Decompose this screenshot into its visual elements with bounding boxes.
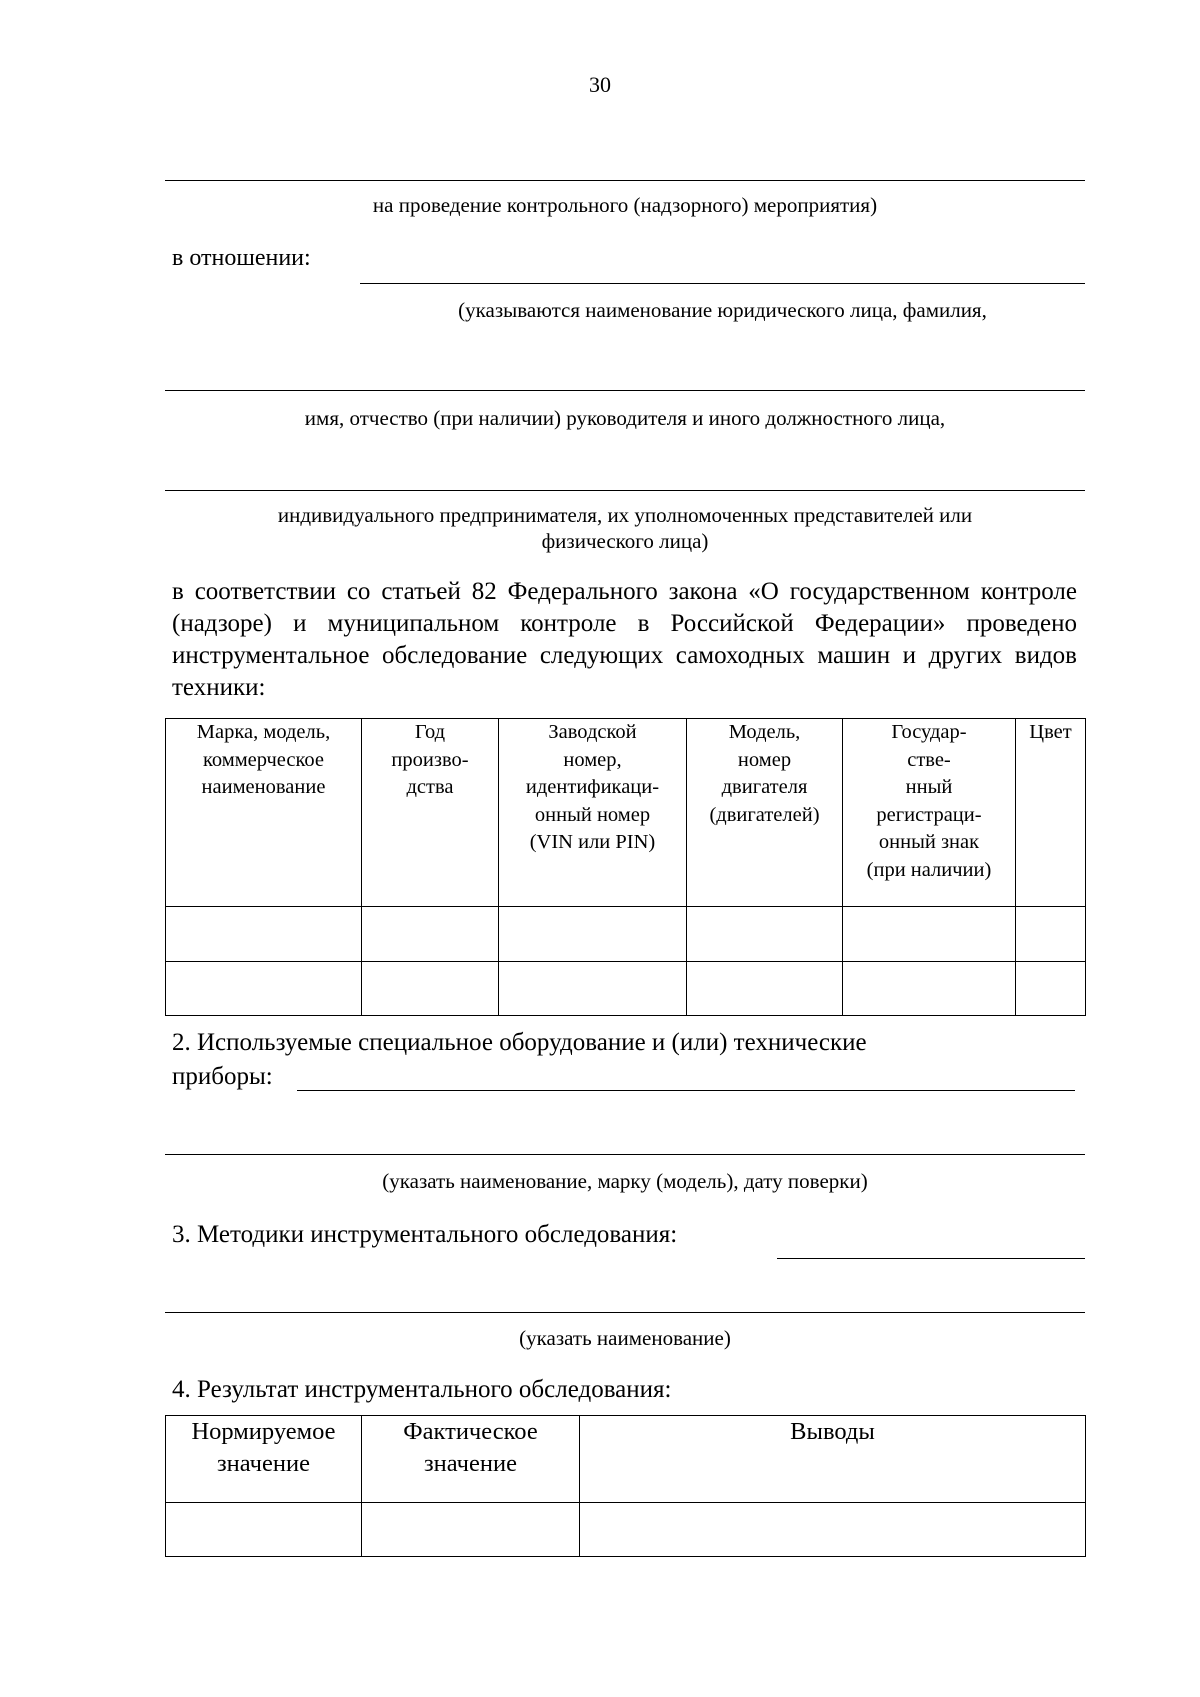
table-row bbox=[166, 907, 1086, 962]
section2-line1: 2. Используемые специальное оборудование и (или) технические bbox=[172, 1029, 867, 1056]
header-line: (при наличии) bbox=[866, 858, 992, 881]
header-line: Нормируемое bbox=[191, 1418, 336, 1445]
header-brand-model bbox=[166, 719, 362, 907]
table-cell[interactable] bbox=[166, 907, 362, 962]
header-registration-sign bbox=[843, 719, 1016, 907]
page-number: 30 bbox=[589, 72, 611, 97]
intro-paragraph: в соответствии со статьей 82 Федерального закона «О государственном контроле (надзоре) и муниципальном контроле в Российской Федерации» проведено инструментальное обследование следующих самоходных машин и других видов техники: bbox=[172, 578, 1077, 701]
blank-line bbox=[165, 490, 1085, 491]
header-line: дства bbox=[406, 776, 454, 798]
header-line: наименование bbox=[201, 776, 326, 798]
blank-line bbox=[360, 283, 1085, 284]
table-cell[interactable] bbox=[843, 907, 1016, 962]
results-table-header-row bbox=[166, 1416, 1086, 1503]
header-line: значение bbox=[424, 1450, 517, 1477]
section2-line2: приборы: bbox=[172, 1063, 273, 1090]
blank-line bbox=[165, 390, 1085, 391]
header-line: коммерческое bbox=[202, 748, 325, 771]
table-row bbox=[166, 962, 1086, 1016]
header-line: Заводской bbox=[548, 721, 637, 743]
header-actual-value bbox=[362, 1416, 580, 1503]
header-line: Фактическое bbox=[403, 1418, 538, 1445]
equipment-input-line[interactable] bbox=[297, 1090, 1075, 1091]
header-normative-value bbox=[166, 1416, 362, 1503]
table-cell[interactable] bbox=[843, 962, 1016, 1016]
header-line: нный bbox=[905, 776, 953, 798]
header-line: Цвет bbox=[1029, 721, 1072, 743]
table-cell[interactable] bbox=[166, 1503, 362, 1557]
header-line: Выводы bbox=[790, 1418, 875, 1445]
section3-label: 3. Методики инструментального обследования: bbox=[172, 1221, 678, 1248]
header-line: онный знак bbox=[878, 831, 980, 853]
header-line: онный номер bbox=[534, 803, 651, 826]
table-cell[interactable] bbox=[362, 1503, 580, 1557]
table-cell[interactable] bbox=[1016, 962, 1086, 1016]
table-cell[interactable] bbox=[499, 962, 687, 1016]
header-line: Государ- bbox=[891, 721, 967, 743]
table-cell[interactable] bbox=[166, 962, 362, 1016]
header-line: Марка, модель, bbox=[196, 721, 331, 743]
header-line: Год bbox=[414, 721, 446, 743]
caption-methods: (указать наименование) bbox=[519, 1326, 731, 1350]
methods-input-line[interactable] bbox=[777, 1258, 1085, 1259]
header-conclusions bbox=[580, 1416, 1086, 1503]
caption-entrepreneur-line2: физического лица) bbox=[541, 529, 709, 553]
in-relation-label: в отношении: bbox=[172, 245, 311, 271]
table-row bbox=[166, 1503, 1086, 1557]
caption-entrepreneur-line1: индивидуального предпринимателя, их уполномоченных представителей или bbox=[277, 503, 973, 527]
table-cell[interactable] bbox=[499, 907, 687, 962]
table-cell[interactable] bbox=[687, 962, 843, 1016]
header-line: Модель, bbox=[728, 721, 801, 743]
blank-line bbox=[165, 1154, 1085, 1155]
header-line: номер, bbox=[563, 748, 622, 771]
header-serial-number bbox=[499, 719, 687, 907]
table-cell[interactable] bbox=[362, 962, 499, 1016]
caption-entrepreneur bbox=[165, 502, 1085, 554]
caption-inspection: на проведение контрольного (надзорного) мероприятия) bbox=[372, 193, 878, 217]
header-color bbox=[1016, 719, 1086, 907]
vehicles-table-header-row bbox=[166, 719, 1086, 907]
table-cell[interactable] bbox=[362, 907, 499, 962]
blank-line bbox=[165, 1312, 1085, 1313]
header-line: регистраци- bbox=[876, 803, 982, 826]
header-line: идентификаци- bbox=[525, 776, 660, 798]
caption-legal-entity: (указываются наименование юридического лица, фамилия, bbox=[458, 298, 987, 322]
vehicles-table bbox=[165, 718, 1086, 1016]
section4-label: 4. Результат инструментального обследования: bbox=[172, 1376, 672, 1403]
caption-equipment: (указать наименование, марку (модель), дату поверки) bbox=[382, 1169, 868, 1193]
blank-line bbox=[165, 180, 1085, 181]
table-cell[interactable] bbox=[687, 907, 843, 962]
table-cell[interactable] bbox=[580, 1503, 1086, 1557]
header-year bbox=[362, 719, 499, 907]
header-line: номер bbox=[737, 748, 792, 771]
header-line: (двигателей) bbox=[709, 803, 820, 826]
results-table bbox=[165, 1415, 1086, 1557]
header-line: произво- bbox=[391, 748, 469, 771]
header-line: (VIN или PIN) bbox=[529, 831, 656, 853]
table-cell[interactable] bbox=[1016, 907, 1086, 962]
header-engine bbox=[687, 719, 843, 907]
header-line: значение bbox=[217, 1450, 310, 1477]
caption-official: имя, отчество (при наличии) руководителя и иного должностного лица, bbox=[304, 406, 946, 430]
header-line: стве- bbox=[907, 748, 951, 771]
header-line: двигателя bbox=[721, 776, 808, 798]
